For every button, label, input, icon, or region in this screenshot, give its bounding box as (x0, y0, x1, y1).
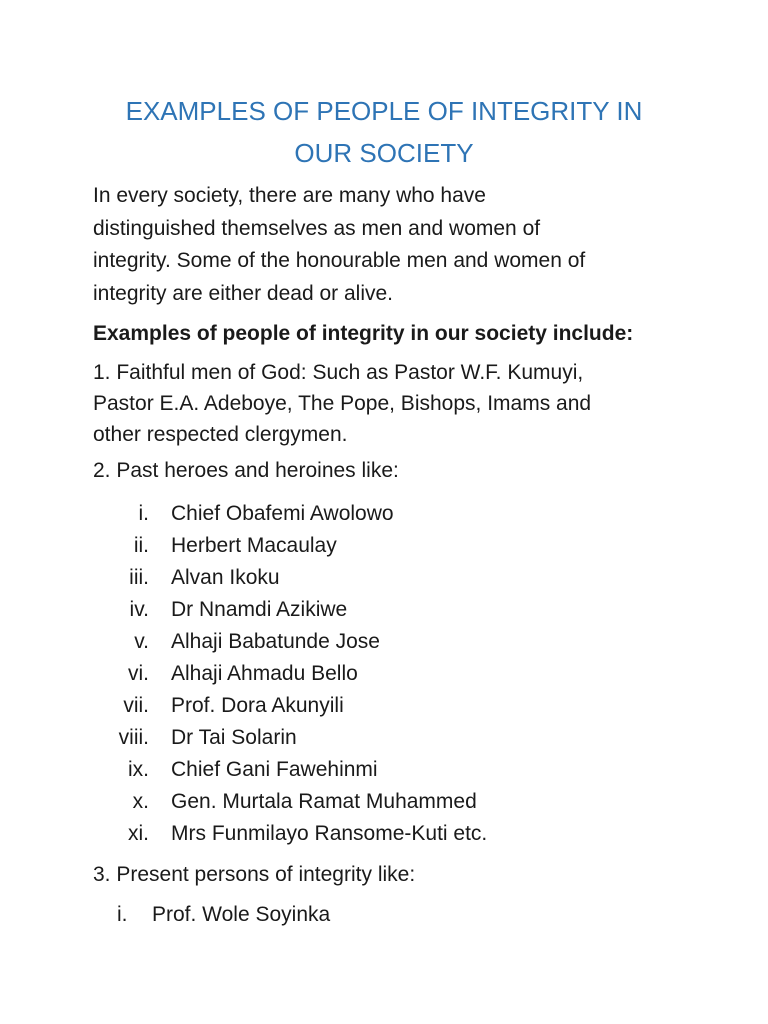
title-line-2: OUR SOCIETY (294, 138, 474, 168)
point-1-line: Pastor E.A. Adeboye, The Pope, Bishops, Imams and (93, 392, 592, 415)
title-line-1: EXAMPLES OF PEOPLE OF INTEGRITY IN (125, 96, 643, 126)
list-item-name: Alvan Ikoku (171, 566, 280, 589)
list-item (0, 530, 768, 562)
list-item-number: ix. (128, 758, 149, 781)
list-item-number: vii. (123, 694, 149, 717)
list-item (0, 818, 768, 850)
point-1-paragraph (93, 357, 591, 450)
past-heroes-list (0, 498, 768, 850)
point-2-paragraph (93, 455, 399, 486)
section-heading: Examples of people of integrity in our society include: (93, 322, 634, 345)
point-1-line: 1. Faithful men of God: Such as Pastor W.F. Kumuyi, (93, 361, 584, 384)
list-item (0, 690, 768, 722)
list-item-number: iv. (129, 598, 149, 621)
list-item-number: vi. (128, 662, 149, 685)
list-item-number: iii. (129, 566, 149, 589)
point-1-line: other respected clergymen. (93, 423, 348, 446)
list-item (0, 899, 768, 931)
page-title (60, 90, 708, 174)
list-item (0, 562, 768, 594)
list-item-name: Chief Obafemi Awolowo (171, 502, 394, 525)
list-item-number: i. (117, 903, 128, 926)
intro-line: distinguished themselves as men and women of (93, 216, 541, 240)
list-item-name: Prof. Dora Akunyili (171, 694, 344, 717)
list-item-name: Herbert Macaulay (171, 534, 337, 557)
list-item (0, 786, 768, 818)
intro-line: In every society, there are many who have (93, 184, 486, 207)
list-item-name: Chief Gani Fawehinmi (171, 758, 378, 781)
point-3-text: 3. Present persons of integrity like: (93, 863, 416, 886)
list-item-name: Dr Tai Solarin (171, 726, 297, 749)
point-3-paragraph (93, 859, 415, 890)
list-item-number: ii. (133, 534, 149, 557)
list-item-number: x. (132, 790, 149, 813)
intro-line: integrity are either dead or alive. (93, 281, 393, 305)
list-item-name: Mrs Funmilayo Ransome-Kuti etc. (171, 822, 488, 845)
list-item (0, 754, 768, 786)
list-item (0, 722, 768, 754)
list-item-number: xi. (128, 822, 149, 845)
list-item-number: viii. (118, 726, 149, 749)
list-item (0, 498, 768, 530)
list-item-name: Gen. Murtala Ramat Muhammed (171, 790, 477, 813)
list-item-name: Prof. Wole Soyinka (152, 903, 331, 926)
list-item (0, 594, 768, 626)
intro-line: integrity. Some of the honourable men and women of (93, 249, 586, 272)
point-2-text: 2. Past heroes and heroines like: (93, 459, 399, 482)
list-item-name: Alhaji Babatunde Jose (171, 630, 380, 653)
intro-paragraph (93, 180, 693, 310)
list-item-number: v. (134, 630, 149, 653)
list-item-name: Alhaji Ahmadu Bello (171, 662, 358, 685)
list-item-name: Dr Nnamdi Azikiwe (171, 598, 348, 621)
list-item-number: i. (138, 502, 149, 525)
list-item (0, 658, 768, 690)
present-persons-list (0, 899, 768, 931)
list-item (0, 626, 768, 658)
